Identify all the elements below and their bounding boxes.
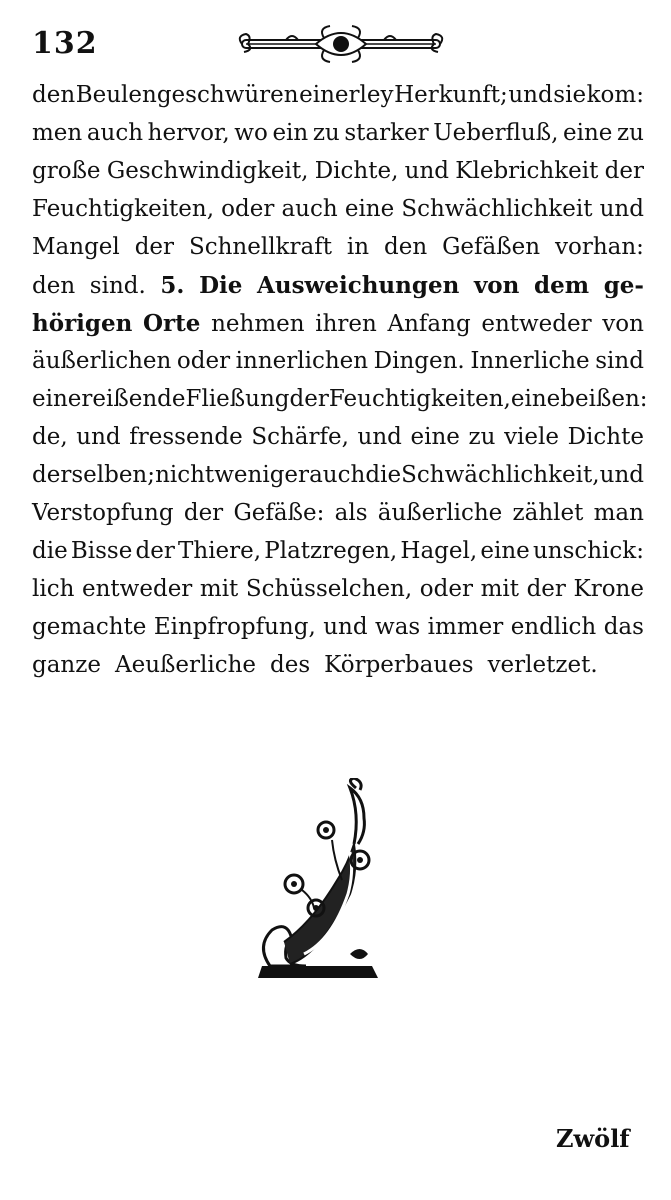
word: de,: [32, 424, 68, 450]
word: den: [32, 273, 76, 299]
word: als: [334, 500, 368, 526]
word: ganze: [32, 652, 101, 678]
text-line: [32, 538, 644, 576]
word: Hagel,: [400, 538, 478, 564]
word: Platzregen,: [264, 538, 398, 564]
text-line: [32, 386, 648, 424]
word: den: [32, 82, 76, 108]
word: Körperbaues: [324, 652, 474, 678]
text-line: [32, 500, 644, 538]
word: Verstopfung: [32, 500, 174, 526]
word: des: [270, 652, 311, 678]
word: Herkunft;: [394, 82, 508, 108]
word: ge-: [603, 272, 644, 299]
word: Schnellkraft: [188, 234, 332, 260]
word: und: [599, 196, 644, 222]
word: in: [346, 234, 370, 260]
word: starker: [344, 120, 429, 146]
text-line: [32, 82, 644, 120]
word: die: [32, 538, 68, 564]
word: Einpfropfung,: [153, 614, 316, 640]
word: innerlichen: [235, 348, 369, 374]
word: und: [508, 82, 553, 108]
word: verletzet.: [487, 652, 598, 678]
page-number: 132: [32, 26, 98, 61]
word: unschick:: [532, 538, 644, 564]
word: sind: [595, 348, 644, 374]
word: und: [357, 424, 402, 450]
word: zählet: [512, 500, 584, 526]
word: mit: [199, 576, 239, 602]
word: beißen:: [560, 386, 648, 412]
word: das: [603, 614, 644, 640]
word: von: [602, 311, 644, 337]
word: auch: [281, 196, 338, 222]
text-line: [32, 652, 644, 690]
word: nehmen: [211, 311, 305, 337]
word: äußerlichen: [32, 348, 172, 374]
word: wo: [234, 120, 268, 146]
catchword: Zwölf: [556, 1124, 630, 1153]
word: eine: [562, 120, 613, 146]
word: eine: [480, 538, 530, 564]
word: weniger: [214, 462, 310, 488]
word: Schwächlichkeit: [401, 196, 593, 222]
word: dem: [534, 272, 590, 299]
text-line: [32, 310, 644, 348]
word: endlich: [510, 614, 597, 640]
word: auch: [86, 120, 144, 146]
word: lich: [32, 576, 75, 602]
word: eine: [510, 386, 561, 412]
word: Orte: [143, 310, 201, 337]
word: Dichte: [567, 424, 644, 450]
word: immer: [427, 614, 504, 640]
word: einerley: [299, 82, 394, 108]
word: Gefäße:: [233, 500, 325, 526]
word: entweder: [82, 576, 193, 602]
word: Schüsselchen,: [245, 576, 413, 602]
word: den: [383, 234, 428, 260]
word: von: [473, 272, 520, 299]
word: der: [604, 158, 644, 184]
word: derselben;: [32, 462, 155, 488]
word: Klebrichkeit: [455, 158, 599, 184]
word: viele: [504, 424, 559, 450]
word: große: [32, 158, 101, 184]
word: sie: [553, 82, 587, 108]
word: Krone: [573, 576, 644, 602]
word: fressende: [129, 424, 243, 450]
word: eine: [410, 424, 460, 450]
text-line: [32, 576, 644, 614]
word: Anfang: [387, 311, 471, 337]
text-line: [32, 158, 644, 196]
word: der: [526, 576, 566, 602]
word: gemachte: [32, 614, 147, 640]
word: ein: [272, 120, 309, 146]
word: Die: [199, 272, 243, 299]
text-line: [32, 462, 644, 500]
word: Ueberfluß,: [433, 120, 559, 146]
word: Dichte,: [314, 158, 399, 184]
word: Dingen.: [373, 348, 465, 374]
word: und: [76, 424, 121, 450]
text-line: [32, 348, 644, 386]
word: 5.: [160, 272, 185, 299]
text-line: [32, 120, 644, 158]
word: Bisse: [70, 538, 133, 564]
word: Gefäßen: [442, 234, 541, 260]
word: vorhan:: [554, 234, 644, 260]
word: und: [599, 462, 644, 488]
word: der: [134, 234, 175, 260]
word: Feuchtigkeiten,: [32, 196, 215, 222]
word: reißende: [81, 386, 186, 412]
word: die: [365, 462, 402, 488]
word: Feuchtigkeiten,: [328, 386, 511, 412]
word: und: [323, 614, 368, 640]
word: ihren: [315, 311, 377, 337]
word: mit: [480, 576, 519, 602]
text-line: [32, 614, 644, 652]
header-ornament: [236, 24, 446, 64]
word: Geschwindigkeit,: [106, 158, 309, 184]
word: auch: [309, 462, 366, 488]
word: man: [593, 500, 644, 526]
floral-vignette: [250, 778, 380, 988]
text-line: [32, 424, 644, 462]
word: nicht: [155, 462, 215, 488]
text-line: [32, 234, 644, 272]
word: eine: [344, 196, 395, 222]
word: der: [289, 386, 329, 412]
word: oder: [221, 196, 275, 222]
word: äußerliche: [377, 500, 503, 526]
text-line: [32, 196, 644, 234]
word: Ausweichungen: [257, 272, 460, 299]
word: Fließung: [185, 386, 290, 412]
word: was: [375, 614, 421, 640]
word: eine: [32, 386, 82, 412]
text-line: [32, 272, 644, 310]
word: oder: [419, 576, 473, 602]
word: Mangel: [32, 234, 120, 260]
word: Beulengeschwüren: [75, 82, 299, 108]
word: entweder: [481, 311, 592, 337]
word: Innerliche: [470, 348, 590, 374]
word: zu: [468, 424, 496, 450]
word: oder: [176, 348, 231, 374]
word: Aeußerliche: [114, 652, 257, 678]
word: sind.: [89, 273, 146, 299]
word: Schwächlichkeit,: [401, 462, 600, 488]
word: der: [183, 500, 224, 526]
body-text: [32, 82, 648, 690]
word: der: [135, 538, 175, 564]
word: und: [404, 158, 450, 184]
word: Schärfe,: [251, 424, 349, 450]
word: kom:: [586, 82, 644, 108]
word: zu: [616, 120, 644, 146]
word: hörigen: [32, 310, 133, 337]
word: hervor,: [147, 120, 230, 146]
word: zu: [312, 120, 340, 146]
word: men: [32, 120, 83, 146]
word: Thiere,: [178, 538, 262, 564]
